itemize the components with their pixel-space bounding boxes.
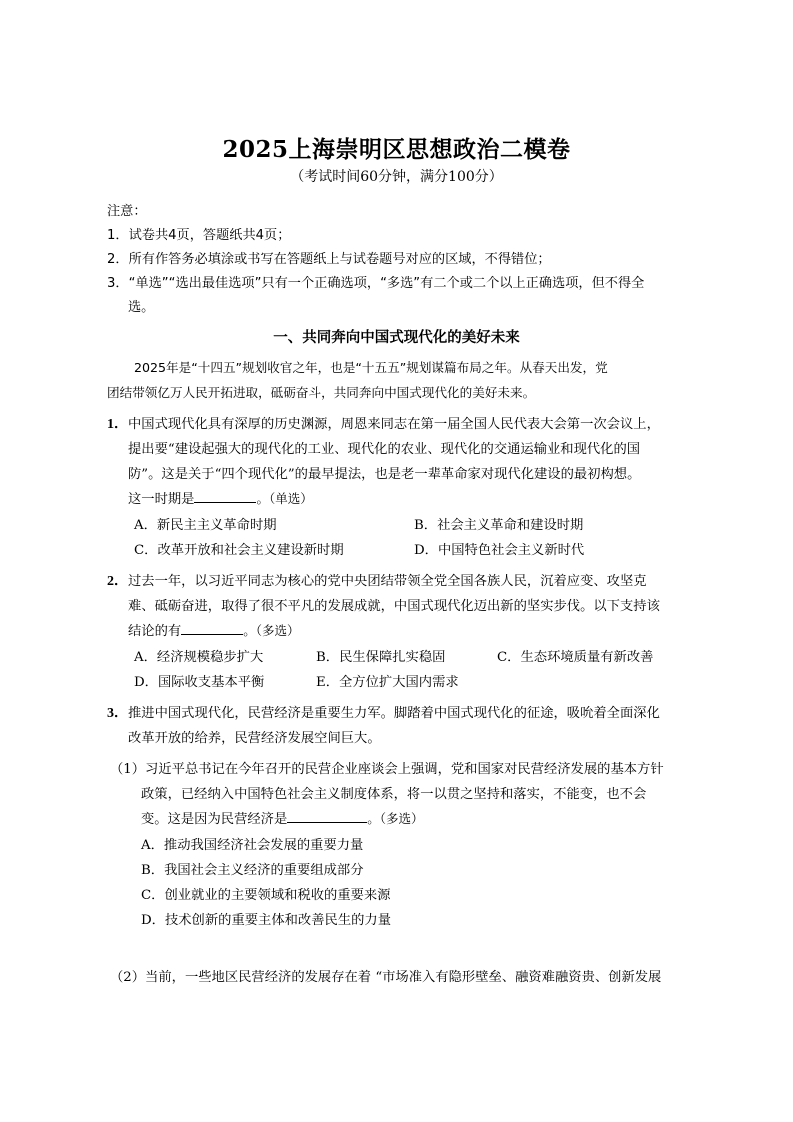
section-intro-line: 团结带领亿万人民开拓进取，砥砺奋斗，共同奔向中国式现代化的美好未来。 xyxy=(107,385,536,400)
option: B．民生保障扎实稳固 xyxy=(316,650,446,665)
section-intro-line: 2025年是“十四五”规划收官之年，也是“十五五”规划谋篇布局之年。从春天出发，党 xyxy=(134,360,608,375)
option: A．新民主主义革命时期 xyxy=(134,518,277,533)
note-item: 选。 xyxy=(128,300,155,315)
answer-prefix: 结论的有 xyxy=(128,624,182,639)
answer-suffix: 。（多选） xyxy=(367,811,424,826)
answer-blank[interactable] xyxy=(181,622,243,635)
question-number: 3． xyxy=(107,706,128,721)
note-item: 1．试卷共4页，答题纸共4页； xyxy=(107,228,291,243)
answer-prefix: 这一时期是 xyxy=(128,492,195,507)
option: D．技术创新的重要主体和改善民生的力量 xyxy=(141,913,392,928)
question-text-line: 提出要“建设起强大的现代化的工业、现代化的农业、现代化的交通运输业和现代化的国 xyxy=(128,442,641,457)
subquestion-text-line: 政策，已经纳入中国特色社会主义制度体系，将一以贯之坚持和落实，不能变，也不会 xyxy=(141,787,647,802)
subquestion-text-line: （1）习近平总书记在今年召开的民营企业座谈会上强调，党和国家对民营经济发展的基本方针 xyxy=(110,762,664,777)
question-text-line: 中国式现代化具有深厚的历史渊源，周恩来同志在第一届全国人民代表大会第一次会议上， xyxy=(128,417,660,432)
option: D．中国特色社会主义新时代 xyxy=(414,543,585,558)
option: E．全方位扩大国内需求 xyxy=(316,675,459,690)
subquestion-answer-line xyxy=(141,808,424,827)
question-number: 2． xyxy=(107,574,128,589)
question-text-line: 推进中国式现代化，民营经济是重要生力军。脚踏着中国式现代化的征途，吸吮着全面深化 xyxy=(128,706,660,721)
option: A．经济规模稳步扩大 xyxy=(134,650,264,665)
note-item: 2．所有作答务必填涂或书写在答题纸上与试卷题号对应的区域，不得错位； xyxy=(107,252,551,267)
page-title: 2025上海崇明区思想政治二模卷 xyxy=(222,136,571,163)
question-text-line: 过去一年，以习近平同志为核心的党中央团结带领全党全国各族人民，沉着应变、攻坚克 xyxy=(128,574,647,589)
option: C．改革开放和社会主义建设新时期 xyxy=(134,543,344,558)
question-number: 1． xyxy=(107,417,128,432)
question-answer-line xyxy=(128,620,299,639)
answer-prefix: 变。这是因为民营经济是 xyxy=(141,812,288,827)
option: A．推动我国经济社会发展的重要力量 xyxy=(141,838,364,853)
question-text-line: 难、砥砺奋进，取得了很不平凡的发展成就，中国式现代化迈出新的坚实步伐。以下支持该 xyxy=(128,599,660,614)
option: B．我国社会主义经济的重要组成部分 xyxy=(141,863,364,878)
question-text-line: 防”。这是关于“四个现代化”的最早提法，也是老一辈革命家对现代化建设的最初构想。 xyxy=(128,467,641,482)
answer-suffix: 。（多选） xyxy=(243,623,300,638)
option: B．社会主义革命和建设时期 xyxy=(414,518,584,533)
answer-blank[interactable] xyxy=(287,810,367,823)
question-text-line: 改革开放的给养，民营经济发展空间巨大。 xyxy=(128,731,381,746)
option: D．国际收支基本平衡 xyxy=(134,675,265,690)
option: C．创业就业的主要领域和税收的重要来源 xyxy=(141,888,391,903)
answer-suffix: 。（单选） xyxy=(256,491,313,506)
answer-blank[interactable] xyxy=(194,490,256,503)
page-subtitle: （考试时间60分钟，满分100分） xyxy=(290,169,503,185)
note-item: 3．“单选”“选出最佳选项”只有一个正确选项，“多选”有二个或二个以上正确选项，但不得全 xyxy=(107,276,645,291)
section-title: 一、共同奔向中国式现代化的美好未来 xyxy=(273,330,520,346)
option: C．生态环境质量有新改善 xyxy=(497,650,654,665)
subquestion-text-line: （2）当前，一些地区民营经济的发展存在着 “市场准入有隐形壁垒、融资难融资贵、创新发展 xyxy=(110,970,662,985)
question-answer-line xyxy=(128,488,313,507)
notes-heading: 注意： xyxy=(107,204,147,219)
